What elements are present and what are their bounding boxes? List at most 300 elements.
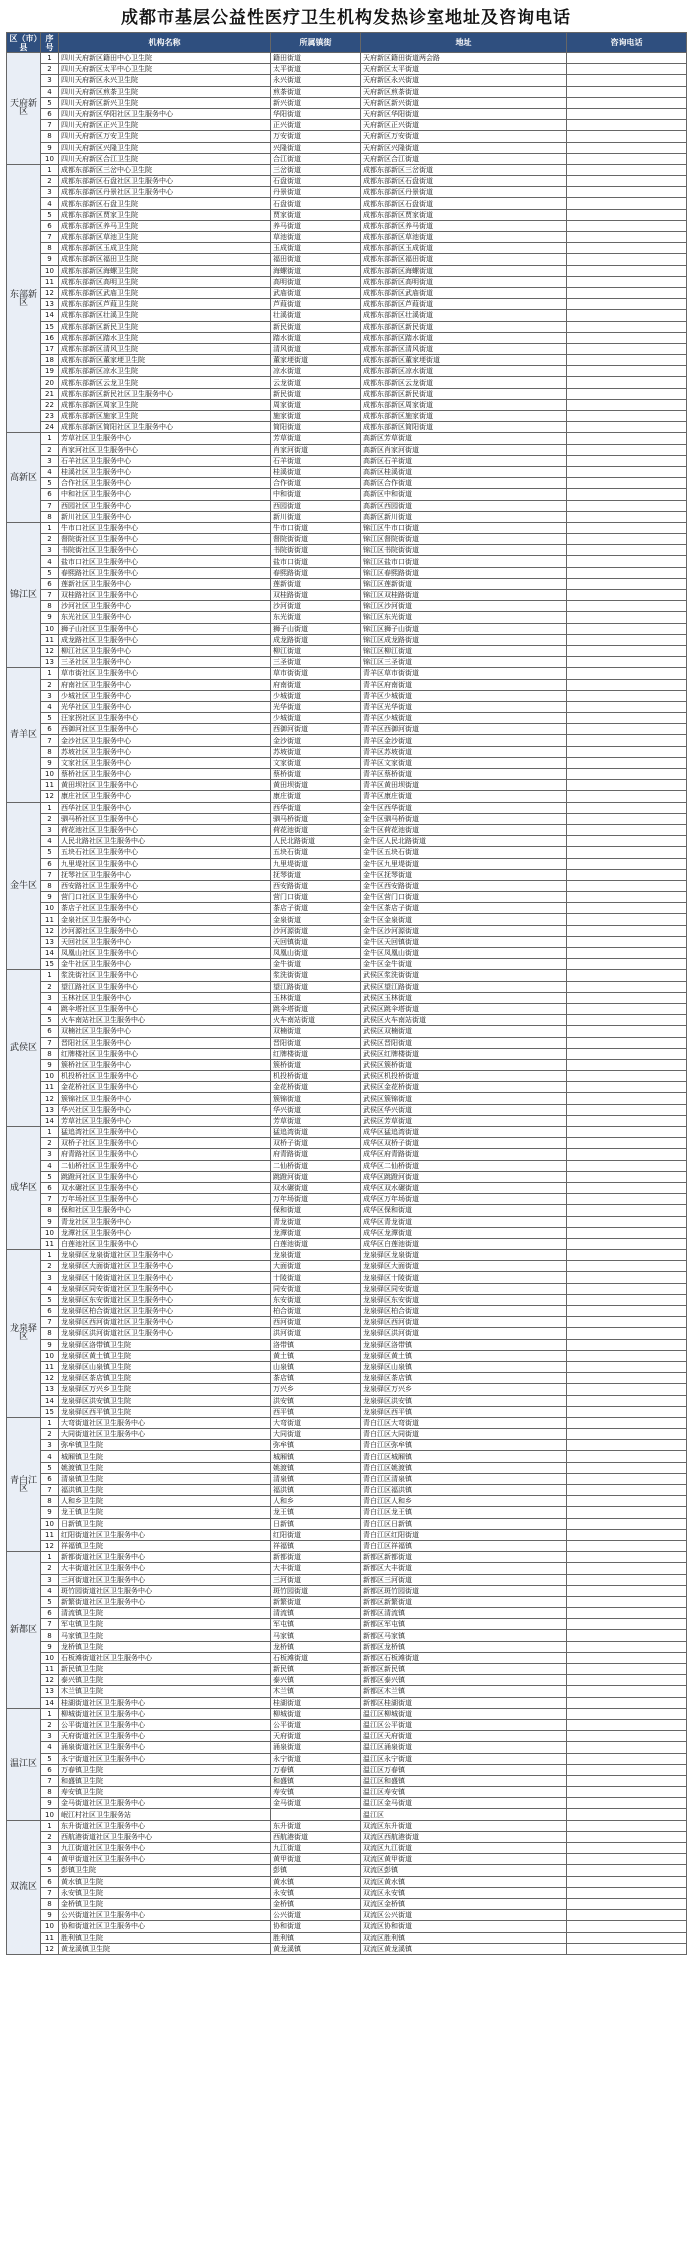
- street-name: 泰兴镇: [271, 1675, 361, 1686]
- table-row: [7, 399, 687, 410]
- institution-name: 龙泉驿区洪河街道社区卫生服务中心: [59, 1328, 271, 1339]
- institution-name: 黄田坝社区卫生服务中心: [59, 780, 271, 791]
- table-row: [7, 858, 687, 869]
- phone: [567, 1294, 687, 1305]
- district-cell: 金牛区: [7, 802, 41, 970]
- street-name: 营门口街道: [271, 892, 361, 903]
- phone: [567, 858, 687, 869]
- table-row: [7, 1306, 687, 1317]
- institution-name: 成都东部新区高明卫生院: [59, 276, 271, 287]
- street-name: 祥福镇: [271, 1540, 361, 1551]
- address: 青羊区光华街道: [361, 701, 567, 712]
- row-index: 4: [41, 1854, 59, 1865]
- table-row: [7, 746, 687, 757]
- phone: [567, 444, 687, 455]
- phone: [567, 1003, 687, 1014]
- phone: [567, 388, 687, 399]
- row-index: 9: [41, 1339, 59, 1350]
- table-row: [7, 1496, 687, 1507]
- district-cell: 东部新区: [7, 164, 41, 433]
- row-index: 3: [41, 824, 59, 835]
- phone: [567, 623, 687, 634]
- row-index: 18: [41, 355, 59, 366]
- street-name: 万安街道: [271, 131, 361, 142]
- address: 双流区永安镇: [361, 1887, 567, 1898]
- table-row: [7, 164, 687, 175]
- institution-name: 书院街社区卫生服务中心: [59, 545, 271, 556]
- street-name: 桂湖街道: [271, 1697, 361, 1708]
- table-row: [7, 1015, 687, 1026]
- row-index: 7: [41, 1037, 59, 1048]
- address: 金牛区营门口街道: [361, 892, 567, 903]
- table-row: [7, 310, 687, 321]
- table-row: [7, 220, 687, 231]
- street-name: 永兴街道: [271, 75, 361, 86]
- address: 青白江区红阳街道: [361, 1529, 567, 1540]
- table-row: [7, 757, 687, 768]
- row-index: 8: [41, 1496, 59, 1507]
- row-index: 2: [41, 1831, 59, 1842]
- phone: [567, 1417, 687, 1428]
- phone: [567, 1462, 687, 1473]
- table-row: [7, 1742, 687, 1753]
- table-row: [7, 489, 687, 500]
- table-row: [7, 1149, 687, 1160]
- row-index: 10: [41, 1809, 59, 1820]
- row-index: 10: [41, 265, 59, 276]
- address: 成都东部新区云龙街道: [361, 377, 567, 388]
- phone: [567, 332, 687, 343]
- phone: [567, 1764, 687, 1775]
- row-index: 2: [41, 64, 59, 75]
- phone: [567, 1440, 687, 1451]
- row-index: 8: [41, 243, 59, 254]
- institution-name: 成都东部新区踏水卫生院: [59, 332, 271, 343]
- institution-name: 康庄社区卫生服务中心: [59, 791, 271, 802]
- street-name: 盐市口街道: [271, 556, 361, 567]
- phone: [567, 1932, 687, 1943]
- address: 成都东部新区周家街道: [361, 399, 567, 410]
- phone: [567, 1540, 687, 1551]
- row-index: 8: [41, 746, 59, 757]
- street-name: 彭镇: [271, 1865, 361, 1876]
- institution-name: 浆洗街社区卫生服务中心: [59, 970, 271, 981]
- address: 青羊区蔡桥街道: [361, 769, 567, 780]
- institution-name: 成都东部新区清风卫生院: [59, 343, 271, 354]
- row-index: 2: [41, 981, 59, 992]
- street-name: 石羊街道: [271, 455, 361, 466]
- street-name: 天府街道: [271, 1731, 361, 1742]
- street-name: 大弯街道: [271, 1417, 361, 1428]
- street-name: 太平街道: [271, 64, 361, 75]
- address: 成都东部新区石盘街道: [361, 176, 567, 187]
- address: 龙泉驿区山泉镇: [361, 1361, 567, 1372]
- table-row: [7, 880, 687, 891]
- address: 天府新区煎茶街道: [361, 86, 567, 97]
- phone: [567, 847, 687, 858]
- institution-name: 成都东部新区施家卫生院: [59, 411, 271, 422]
- table-row: [7, 948, 687, 959]
- phone: [567, 1898, 687, 1909]
- address: 天府新区华阳街道: [361, 108, 567, 119]
- institution-name: 四川天府新区合江卫生院: [59, 153, 271, 164]
- street-name: 九里堤街道: [271, 858, 361, 869]
- phone: [567, 1283, 687, 1294]
- phone: [567, 254, 687, 265]
- institution-name: 成都东部新区福田卫生院: [59, 254, 271, 265]
- address: 天府新区正兴街道: [361, 120, 567, 131]
- institution-name: 西航港街道社区卫生服务中心: [59, 1831, 271, 1842]
- phone: [567, 981, 687, 992]
- row-index: 6: [41, 489, 59, 500]
- street-name: 永安镇: [271, 1887, 361, 1898]
- row-index: 2: [41, 534, 59, 545]
- street-name: 周家街道: [271, 399, 361, 410]
- table-row: [7, 1820, 687, 1831]
- phone: [567, 992, 687, 1003]
- phone: [567, 1104, 687, 1115]
- row-index: 1: [41, 1250, 59, 1261]
- table-row: [7, 936, 687, 947]
- street-name: 西安路街道: [271, 880, 361, 891]
- street-name: 黄龙溪镇: [271, 1943, 361, 1954]
- row-index: 1: [41, 1417, 59, 1428]
- table-row: [7, 1485, 687, 1496]
- row-index: 7: [41, 500, 59, 511]
- table-row: [7, 1451, 687, 1462]
- address: 高新区石羊街道: [361, 455, 567, 466]
- street-name: 督院街街道: [271, 534, 361, 545]
- row-index: 2: [41, 1138, 59, 1149]
- address: 锦江区狮子山街道: [361, 623, 567, 634]
- phone: [567, 612, 687, 623]
- table-row: [7, 1664, 687, 1675]
- phone: [567, 1205, 687, 1216]
- street-name: 人和乡: [271, 1496, 361, 1507]
- phone: [567, 142, 687, 153]
- street-name: 新民街道: [271, 388, 361, 399]
- phone: [567, 1708, 687, 1719]
- street-name: 火车南站街道: [271, 1015, 361, 1026]
- row-index: 5: [41, 1753, 59, 1764]
- table-row: [7, 1272, 687, 1283]
- street-name: 桂溪街道: [271, 466, 361, 477]
- row-index: 1: [41, 522, 59, 533]
- phone: [567, 1406, 687, 1417]
- phone: [567, 925, 687, 936]
- street-name: 万年场街道: [271, 1194, 361, 1205]
- institution-name: 金牛社区卫生服务中心: [59, 959, 271, 970]
- row-index: 12: [41, 1373, 59, 1384]
- table-row: [7, 1104, 687, 1115]
- table-row: [7, 422, 687, 433]
- address: 锦江区东光街道: [361, 612, 567, 623]
- address: 武侯区玉林街道: [361, 992, 567, 1003]
- street-name: 施家街道: [271, 411, 361, 422]
- street-name: 金牛街道: [271, 959, 361, 970]
- address: 成都东部新区新民街道: [361, 321, 567, 332]
- phone: [567, 1820, 687, 1831]
- institution-name: 红牌楼社区卫生服务中心: [59, 1048, 271, 1059]
- address: 成都东部新区高明街道: [361, 276, 567, 287]
- table-row: [7, 1585, 687, 1596]
- institution-name: 成都东部新区云龙卫生院: [59, 377, 271, 388]
- row-index: 10: [41, 1071, 59, 1082]
- table-row: [7, 1943, 687, 1954]
- address: 武侯区华兴街道: [361, 1104, 567, 1115]
- institution-name: 成都东部新区凉水卫生院: [59, 366, 271, 377]
- table-row: [7, 1238, 687, 1249]
- address: 青羊区金沙街道: [361, 735, 567, 746]
- street-name: 大丰街道: [271, 1563, 361, 1574]
- address: 成都东部新区石盘街道: [361, 198, 567, 209]
- institution-name: 成都东部新区新民社区卫生服务中心: [59, 388, 271, 399]
- street-name: 东光街道: [271, 612, 361, 623]
- row-index: 4: [41, 1451, 59, 1462]
- street-name: 煎茶街道: [271, 86, 361, 97]
- street-name: 玉成街道: [271, 243, 361, 254]
- table-row: [7, 1093, 687, 1104]
- institution-name: 寿安镇卫生院: [59, 1787, 271, 1798]
- phone: [567, 1160, 687, 1171]
- phone: [567, 690, 687, 701]
- address: 天府新区永兴街道: [361, 75, 567, 86]
- street-name: 三圣街道: [271, 657, 361, 668]
- address: 武侯区望江路街道: [361, 981, 567, 992]
- row-index: 7: [41, 1775, 59, 1786]
- institution-name: 沙河源社区卫生服务中心: [59, 925, 271, 936]
- address: 青白江区祥福镇: [361, 1540, 567, 1551]
- address: 锦江区书院街街道: [361, 545, 567, 556]
- street-name: 黄甲街道: [271, 1854, 361, 1865]
- phone: [567, 131, 687, 142]
- address: 武侯区跳伞塔街道: [361, 1003, 567, 1014]
- table-row: [7, 187, 687, 198]
- address: 龙泉驿区柏合街道: [361, 1306, 567, 1317]
- address: 新都区新都街道: [361, 1552, 567, 1563]
- row-index: 13: [41, 299, 59, 310]
- phone: [567, 1876, 687, 1887]
- table-row: [7, 1406, 687, 1417]
- header-index: 序号: [41, 33, 59, 53]
- institution-name: 人和乡卫生院: [59, 1496, 271, 1507]
- row-index: 10: [41, 1652, 59, 1663]
- institution-name: 成都东部新区草池卫生院: [59, 232, 271, 243]
- row-index: 8: [41, 1787, 59, 1798]
- address: 天府新区合江街道: [361, 153, 567, 164]
- table-row: [7, 981, 687, 992]
- street-name: 保和街道: [271, 1205, 361, 1216]
- table-row: [7, 142, 687, 153]
- institution-name: 四川天府新区万安卫生院: [59, 131, 271, 142]
- phone: [567, 679, 687, 690]
- address: 武侯区簇桥街道: [361, 1059, 567, 1070]
- address: 高新区中和街道: [361, 489, 567, 500]
- phone: [567, 936, 687, 947]
- address: 新都区马家镇: [361, 1630, 567, 1641]
- row-index: 19: [41, 366, 59, 377]
- street-name: 莲新街道: [271, 578, 361, 589]
- row-index: 4: [41, 86, 59, 97]
- address: 金牛区天回镇街道: [361, 936, 567, 947]
- row-index: 1: [41, 1708, 59, 1719]
- row-index: 3: [41, 1731, 59, 1742]
- phone: [567, 1596, 687, 1607]
- institution-name: 福洪镇卫生院: [59, 1485, 271, 1496]
- table-row: [7, 1216, 687, 1227]
- street-name: 贾家街道: [271, 209, 361, 220]
- phone: [567, 1361, 687, 1372]
- street-name: 书院街街道: [271, 545, 361, 556]
- row-index: 12: [41, 925, 59, 936]
- row-index: 9: [41, 1059, 59, 1070]
- table-row: [7, 198, 687, 209]
- street-name: 万兴乡: [271, 1384, 361, 1395]
- street-name: 洛带镇: [271, 1339, 361, 1350]
- street-name: 洪河街道: [271, 1328, 361, 1339]
- table-row: [7, 176, 687, 187]
- address: 成华区万年场街道: [361, 1194, 567, 1205]
- institution-name: 万春镇卫生院: [59, 1764, 271, 1775]
- table-row: [7, 1194, 687, 1205]
- street-name: 城厢镇: [271, 1451, 361, 1462]
- street-name: 西御河街道: [271, 724, 361, 735]
- address: 新都区石板滩街道: [361, 1652, 567, 1663]
- street-name: 西平镇: [271, 1406, 361, 1417]
- table-row: [7, 735, 687, 746]
- street-name: 清流镇: [271, 1608, 361, 1619]
- address: 武侯区芳草街道: [361, 1115, 567, 1126]
- table-row: [7, 1384, 687, 1395]
- row-index: 10: [41, 623, 59, 634]
- table-row: [7, 1082, 687, 1093]
- street-name: 万春镇: [271, 1764, 361, 1775]
- header-district: 区（市）县: [7, 33, 41, 53]
- table-row: [7, 1708, 687, 1719]
- institution-name: 四川天府新区正兴卫生院: [59, 120, 271, 131]
- row-index: 12: [41, 791, 59, 802]
- street-name: 东升街道: [271, 1820, 361, 1831]
- row-index: 23: [41, 411, 59, 422]
- address: 武侯区簇锦街道: [361, 1093, 567, 1104]
- address: 金牛区沙河源街道: [361, 925, 567, 936]
- institution-name: 金泉社区卫生服务中心: [59, 914, 271, 925]
- street-name: 斑竹园街道: [271, 1585, 361, 1596]
- row-index: 7: [41, 869, 59, 880]
- table-row: [7, 1574, 687, 1585]
- address: 龙泉驿区茶店镇: [361, 1373, 567, 1384]
- address: 温江区柳城街道: [361, 1708, 567, 1719]
- institution-name: 龙泉驿区山泉镇卫生院: [59, 1361, 271, 1372]
- row-index: 3: [41, 1574, 59, 1585]
- street-name: 金桥镇: [271, 1898, 361, 1909]
- institution-name: 龙桥镇卫生院: [59, 1641, 271, 1652]
- address: 温江区天府街道: [361, 1731, 567, 1742]
- institution-name: 胜利镇卫生院: [59, 1932, 271, 1943]
- street-name: 董家埂街道: [271, 355, 361, 366]
- header-phone: 咨询电话: [567, 33, 687, 53]
- institution-name: 金花桥社区卫生服务中心: [59, 1082, 271, 1093]
- table-row: [7, 209, 687, 220]
- address: 双流区九江街道: [361, 1843, 567, 1854]
- phone: [567, 746, 687, 757]
- address: 龙泉驿区大面街道: [361, 1261, 567, 1272]
- row-index: 6: [41, 220, 59, 231]
- phone: [567, 1328, 687, 1339]
- street-name: 新都街道: [271, 1552, 361, 1563]
- address: 成华区白莲池街道: [361, 1238, 567, 1249]
- street-name: 二仙桥街道: [271, 1160, 361, 1171]
- phone: [567, 1641, 687, 1652]
- address: 成都东部新区简阳街道: [361, 422, 567, 433]
- row-index: 1: [41, 970, 59, 981]
- address: 金牛区茶店子街道: [361, 903, 567, 914]
- row-index: 20: [41, 377, 59, 388]
- address: 金牛区抚琴街道: [361, 869, 567, 880]
- address: 成华区双桥子街道: [361, 1138, 567, 1149]
- address: 青羊区少城街道: [361, 690, 567, 701]
- table-row: [7, 1440, 687, 1451]
- district-cell: 成华区: [7, 1127, 41, 1250]
- institution-name: 桂湖街道社区卫生服务中心: [59, 1697, 271, 1708]
- table-row: [7, 769, 687, 780]
- table-row: [7, 1138, 687, 1149]
- street-name: 新民镇: [271, 1664, 361, 1675]
- table-body: [7, 53, 687, 1955]
- phone: [567, 1015, 687, 1026]
- phone: [567, 824, 687, 835]
- table-row: [7, 1373, 687, 1384]
- street-name: [271, 1809, 361, 1820]
- address: 龙泉驿区龙泉街道: [361, 1250, 567, 1261]
- table-row: [7, 1887, 687, 1898]
- row-index: 4: [41, 1585, 59, 1596]
- phone: [567, 511, 687, 522]
- street-name: 狮子山街道: [271, 623, 361, 634]
- institution-name: 驷马桥社区卫生服务中心: [59, 813, 271, 824]
- address: 青羊区府南街道: [361, 679, 567, 690]
- address: 龙泉驿区西平镇: [361, 1406, 567, 1417]
- institution-name: 晋阳社区卫生服务中心: [59, 1037, 271, 1048]
- address: 武侯区金花桥街道: [361, 1082, 567, 1093]
- row-index: 3: [41, 1843, 59, 1854]
- table-row: [7, 1798, 687, 1809]
- row-index: 5: [41, 1171, 59, 1182]
- table-row: [7, 1473, 687, 1484]
- table-row: [7, 511, 687, 522]
- table-row: [7, 1026, 687, 1037]
- district-cell: 双流区: [7, 1820, 41, 1954]
- table-row: [7, 914, 687, 925]
- phone: [567, 422, 687, 433]
- table-row: [7, 612, 687, 623]
- table-row: [7, 578, 687, 589]
- table-row: [7, 713, 687, 724]
- row-index: 5: [41, 1596, 59, 1607]
- row-index: 9: [41, 1216, 59, 1227]
- street-name: 龙泉街道: [271, 1250, 361, 1261]
- institution-name: 春熙路社区卫生服务中心: [59, 567, 271, 578]
- phone: [567, 1451, 687, 1462]
- table-row: [7, 321, 687, 332]
- institution-name: 黄龙溪镇卫生院: [59, 1943, 271, 1954]
- phone: [567, 321, 687, 332]
- phone: [567, 377, 687, 388]
- institution-name: 龙泉驿区西河街道社区卫生服务中心: [59, 1317, 271, 1328]
- institution-name: 牛市口社区卫生服务中心: [59, 522, 271, 533]
- institution-name: 成都东部新区壮溪卫生院: [59, 310, 271, 321]
- address: 青白江区大弯街道: [361, 1417, 567, 1428]
